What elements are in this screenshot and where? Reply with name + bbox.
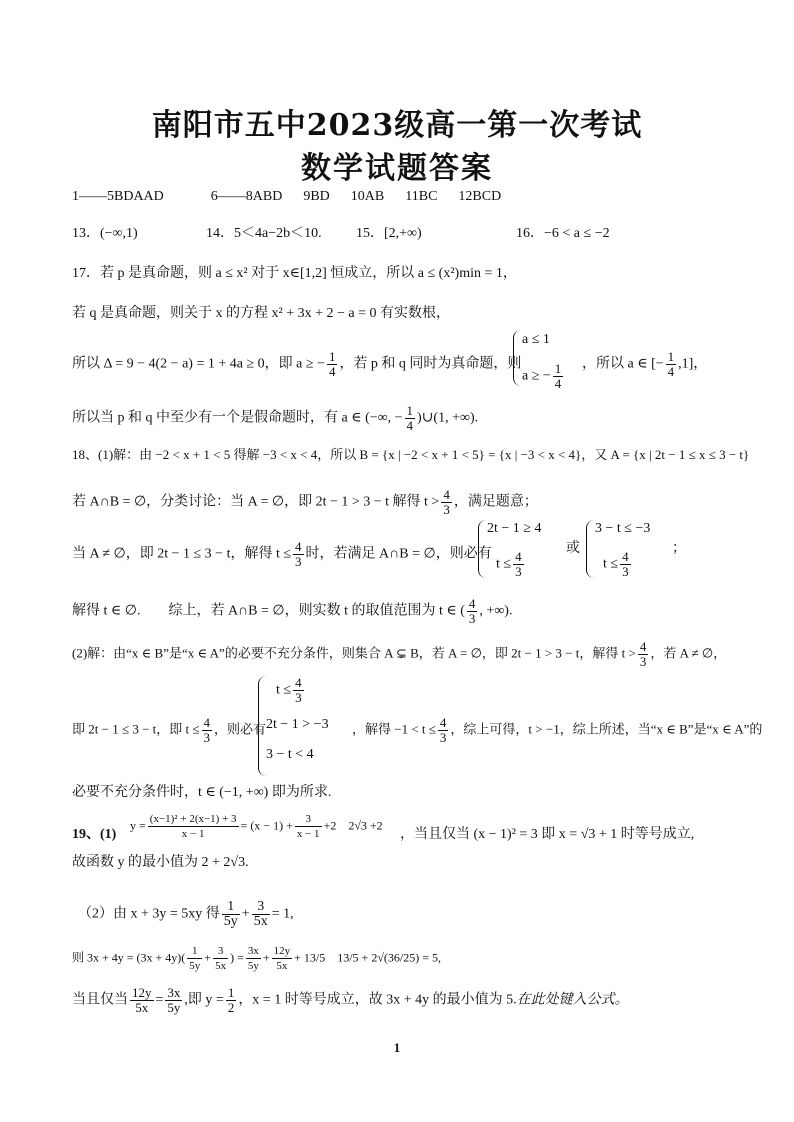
- q18-line-3: 当 A ≠ ∅，即 2t − 1 ≤ 3 − t，解得 t ≤ $\frac{4}{3}$ 时，若满足 A∩B = ∅，则必有: [72, 539, 492, 569]
- q18-system-c-1: t ≤ $\frac{4}{3}$: [276, 675, 302, 705]
- exam-subtitle: 数学试题答案: [301, 151, 493, 186]
- answer-14: 14．5＜4a−2b＜10.: [206, 226, 322, 241]
- q19-part-2: （2）由 x + 3y = 5xy 得 $\frac{1}{5y}$ + $\frac{3}{5x}$ = 1,: [78, 899, 294, 929]
- q17-line-3-result: ，所以 a ∈ [− $\frac{1}{4}$ ,1]，: [582, 349, 708, 379]
- q19-expression: y = $\frac{\text{(x−1)² + 2(x−1) + 3}}{x - 1}$ = (x − 1) + $\frac{3}{x - 1}$ +2 2√3 +2: [130, 813, 383, 840]
- q18-system-a-1: 2t − 1 ≥ 4: [487, 521, 542, 536]
- answer-13: 13．(−∞,1): [72, 226, 138, 241]
- q18-system-c-2: 2t − 1 > −3: [266, 717, 329, 732]
- q17-line-3: 所以 Δ = 9 − 4(2 − a) = 1 + 4a ≥ 0，即 a ≥ − $\frac{1}{4}$ ，若 p 和 q 同时为真命题，则: [72, 349, 522, 379]
- answer-16: 16．−6 < a ≤ −2: [516, 226, 610, 241]
- q19-line-2: 故函数 y 的最小值为 2 + 2√3.: [72, 855, 249, 870]
- q18-line-2: 若 A∩B = ∅，分类讨论：当 A = ∅，即 2t − 1 > 3 − t 解得 t > $\frac{4}{3}$ ，满足题意；: [72, 487, 538, 517]
- q19-condition: ，当且仅当 (x − 1)² = 3 即 x = √3 + 1 时等号成立,: [400, 827, 695, 842]
- answers-row-1: [72, 188, 501, 206]
- q19-line-5: 当且仅当 $\frac{12y}{5x}$ = $\frac{3x}{5y}$ ,即 y = $\frac{1}{2}$ ，x = 1 时等号成立，故 3x + 4y 的最小值为 5.在此处键入公式。: [72, 985, 629, 1015]
- answer-12: 12BCD: [458, 189, 502, 204]
- answer-9: 9BD: [303, 189, 330, 204]
- answer-15: 15．[2,+∞): [356, 226, 422, 241]
- system-brace: [478, 520, 487, 578]
- q18-line-1: 18、(1)解：由 −2 < x + 1 < 5 得解 −3 < x < 4，所以 B = {x | −2 < x + 1 < 5} = {x | −3 < x < 4}，又 A = {x | 2t − 1 ≤ x ≤ 3 − t}: [72, 447, 750, 462]
- answer-6-8: 6——8ABD: [210, 189, 283, 204]
- answer-1-5: 1——5BDAAD: [72, 189, 164, 204]
- q19-line-4: 则 3x + 4y = (3x + 4y)( $\frac{1}{5y}$ + $\frac{3}{5x}$ ) = $\frac{3x}{5y}$ + $\frac{12y}{5x}$ + 13/5 13/5 + 2√(36/25) = 5,: [72, 945, 442, 972]
- answer-10: 10AB: [350, 189, 385, 204]
- q17-line-2: 若 q 是真命题，则关于 x 的方程 x² + 3x + 2 − a = 0 有实数根，: [72, 306, 450, 321]
- exam-title: 南阳市五中2023级高一第一次考试: [151, 108, 643, 143]
- or-word: 或: [566, 541, 580, 556]
- q18-system-c-3: 3 − t < 4: [266, 747, 314, 762]
- system-brace: [513, 330, 522, 386]
- page-number: 1: [393, 1040, 401, 1055]
- q19-label: 19、(1): [72, 827, 117, 842]
- q17-line-4: 所以当 p 和 q 中至少有一个是假命题时，有 a ∈ (−∞, − $\frac{1}{4}$ )∪(1, +∞).: [72, 403, 479, 433]
- q17-system-line-1: a ≤ 1: [522, 332, 550, 347]
- q18-line-6-a: 即 2t − 1 ≤ 3 − t，即 t ≤ $\frac{4}{3}$ ，则必有: [72, 715, 267, 745]
- q18-line-6-b: ，解得 −1 < t ≤ $\frac{4}{3}$ ，综上可得，t > −1，综上所述，当“x ∈ B”是“x ∈ A”的: [352, 715, 763, 745]
- answer-11: 11BC: [405, 189, 438, 204]
- q18-line-5: (2)解：由“x ∈ B”是“x ∈ A”的必要不充分条件，则集合 A ⊊ B，若 A = ∅，即 2t − 1 > 3 − t，解得 t > $\frac{4}{3}$ ，若 A ≠ ∅，: [72, 639, 727, 669]
- q17-system-line-2: a ≥ − $\frac{1}{4}$: [522, 361, 562, 391]
- q18-system-a-2: t ≤ $\frac{4}{3}$: [496, 549, 522, 579]
- q18-system-b-1: 3 − t ≤ −3: [595, 521, 651, 536]
- q18-system-b-2: t ≤ $\frac{4}{3}$: [603, 549, 629, 579]
- q17-line-1: 17．若 p 是真命题，则 a ≤ x² 对于 x∈[1,2] 恒成立，所以 a ≤ (x²)min = 1，: [72, 266, 517, 281]
- system-brace: [586, 520, 595, 578]
- fraction-1-4: $\frac{1}{4}$: [328, 349, 336, 379]
- semicolon: ；: [672, 541, 686, 556]
- q18-line-7: 必要不充分条件时，t ∈ (−1, +∞) 即为所求.: [72, 785, 332, 800]
- q18-line-4: 解得 t ∈ ∅. 综上，若 A∩B = ∅，则实数 t 的取值范围为 t ∈ ( $\frac{4}{3}$ , +∞).: [72, 596, 513, 626]
